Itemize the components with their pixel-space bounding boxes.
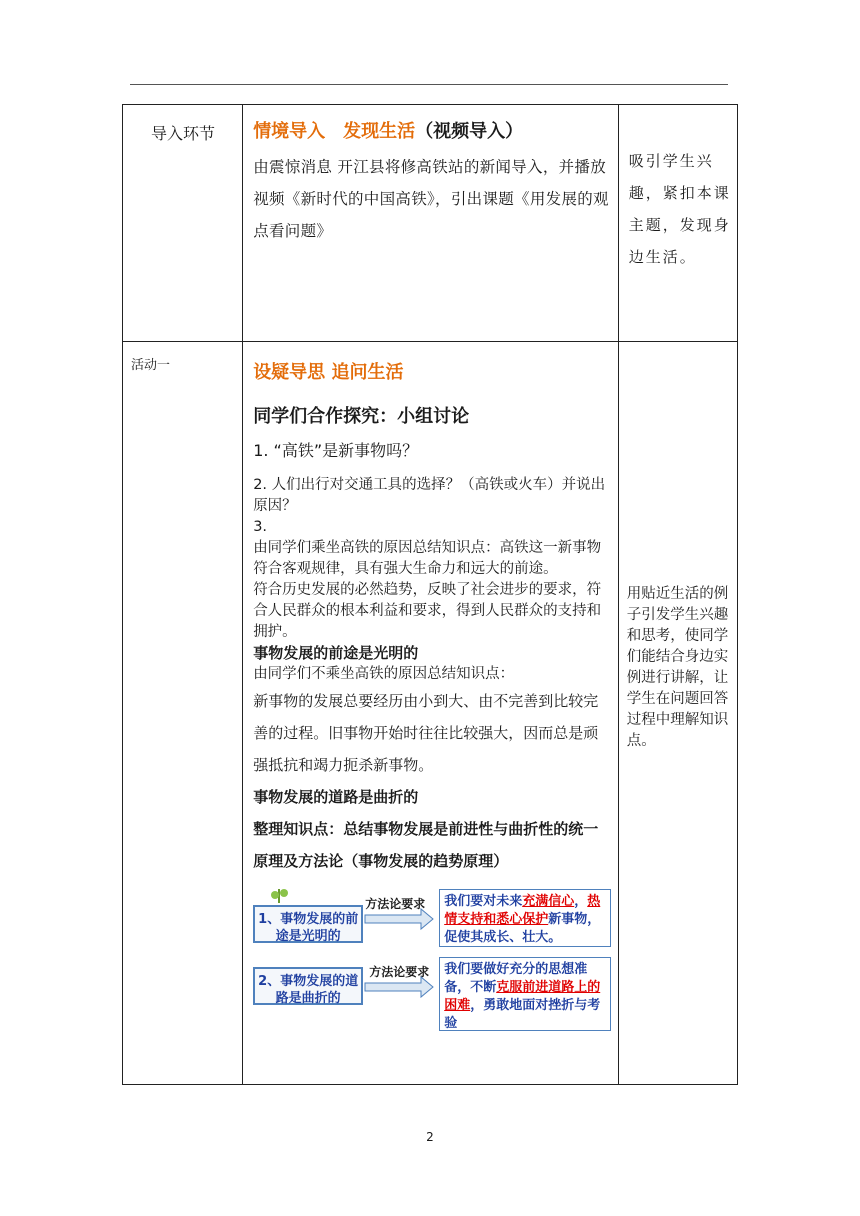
activity1-label: 活动一: [131, 358, 171, 373]
diagram-arrow-label-2: 方法论要求: [369, 965, 430, 979]
activity1-subheading: 同学们合作探究：小组讨论: [253, 406, 470, 427]
bold-point-2: 事物发展的道路是曲折的: [253, 788, 419, 806]
table-row-activity1: [123, 342, 738, 1085]
activity1-purpose-cell: [618, 342, 737, 1085]
intro-purpose: 吸引学生兴趣，紧扣本课主题，发现身边生活。: [628, 152, 731, 266]
page-number: 2: [426, 1130, 434, 1144]
right1-d: 热情支持和悉心保护: [444, 894, 601, 927]
right1-a: 我们要对未来: [444, 894, 523, 909]
paragraph-3: 由同学们不乘坐高铁的原因总结知识点：: [253, 666, 515, 682]
question-3: 3.: [253, 519, 268, 535]
bold-point-1: 事物发展的前途是光明的: [253, 644, 419, 662]
activity1-content-cell: [243, 342, 619, 1085]
header-rule: [130, 84, 728, 85]
diagram-right-2: [439, 957, 611, 1031]
activity1-label-cell: [123, 342, 243, 1085]
right1-b: 充满信心: [522, 894, 575, 909]
intro-heading: [253, 117, 610, 143]
lesson-table: [122, 104, 738, 1085]
right1-e: 新事物，促使其成长、壮大。: [444, 912, 601, 945]
diagram-left-2: 2、事物发展的道路是曲折的: [253, 967, 363, 1005]
intro-heading-text: 情境导入 发现生活: [253, 121, 416, 142]
intro-content-cell: [243, 105, 619, 342]
activity1-heading: 设疑导思 追问生活: [253, 362, 404, 383]
activity1-purpose: 用贴近生活的例子引发学生兴趣和思考，使同学们能结合身边实例进行讲解，让学生在问题回答过程中理解知识点。: [626, 586, 729, 749]
diagram-arrow-label-1: 方法论要求: [365, 897, 426, 911]
bold-point-3: 整理知识点：总结事物发展是前进性与曲折性的统一原理及方法论（事物发展的趋势原理）: [253, 820, 599, 870]
right2-a: 我们要做好充分的思想准备，不断: [444, 962, 588, 995]
question-1: 1. “高铁”是新事物吗？: [253, 441, 419, 460]
intro-heading-paren: （视频导入）: [415, 121, 524, 142]
right1-c: ，: [574, 894, 588, 909]
paragraph-4: 新事物的发展总要经历由小到大、由不完善到比较完善的过程。旧事物开始时往往比较强大，因而总是顽强抵抗和竭力扼杀新事物。: [253, 692, 599, 774]
intro-body: 由震惊消息 开江县将修高铁站的新闻导入，并播放视频《新时代的中国高铁》，引出课题《用发展的观点看问题》: [253, 158, 609, 240]
diagram-right-1: [439, 889, 611, 947]
paragraph-1: 由同学们乘坐高铁的原因总结知识点：高铁这一新事物符合客观规律，具有强大生命力和远大的前途。: [253, 540, 602, 577]
intro-purpose-cell: [618, 105, 737, 342]
table-row-intro: [123, 105, 738, 342]
question-2: 2. 人们出行对交通工具的选择？（高铁或火车）并说出原因？: [253, 477, 606, 514]
intro-label: 导入环节: [151, 124, 216, 143]
right2-b: 克服前进道路上的困难: [444, 980, 601, 1013]
paragraph-2: 符合历史发展的必然趋势，反映了社会进步的要求，符合人民群众的根本利益和要求，得到人民群众的支持和拥护。: [253, 582, 602, 640]
methodology-diagram: [253, 887, 617, 1037]
intro-label-cell: [123, 105, 243, 342]
diagram-left-1: 1、事物发展的前途是光明的: [253, 905, 363, 943]
right2-c: ，勇敢地面对挫折与考验: [444, 998, 601, 1031]
